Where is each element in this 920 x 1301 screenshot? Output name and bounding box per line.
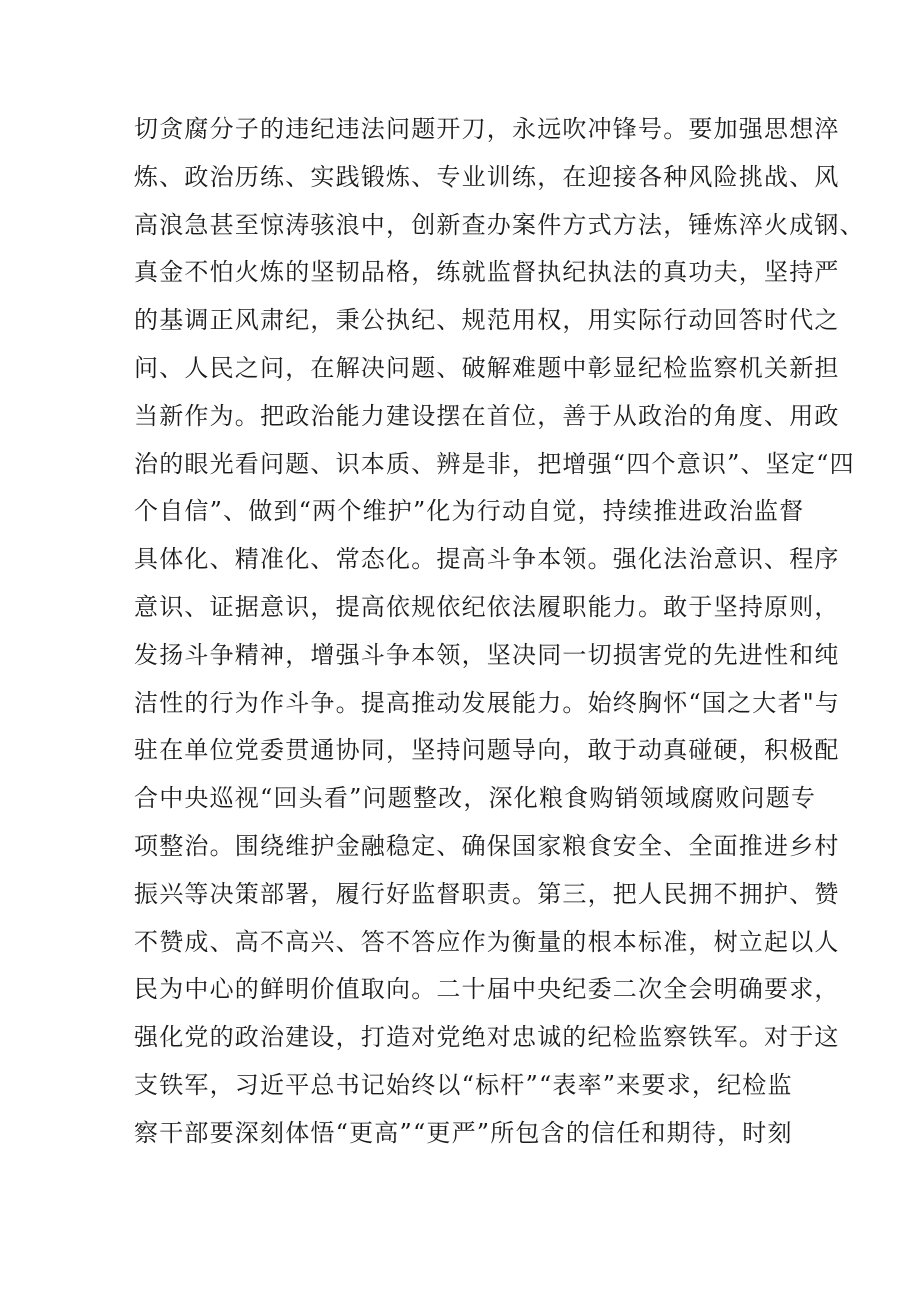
text-line: 不赞成、高不高兴、答不答应作为衡量的根本标准，树立起以人: [134, 927, 840, 956]
text-line: 治的眼光看问题、识本质、辨是非，把增强“四个意识”、坚定“四: [134, 449, 855, 478]
text-line: 意识、证据意识，提高依规依纪依法履职能力。敢于坚持原则，: [134, 592, 840, 621]
text-line: 问、人民之问，在解决问题、破解难题中彰显纪检监察机关新担: [134, 353, 840, 382]
text-line: 民为中心的鲜明价值取向。二十届中央纪委二次全会明确要求，: [134, 975, 840, 1004]
text-line: 的基调正风肃纪，秉公执纪、规范用权，用实际行动回答时代之: [134, 306, 840, 335]
text-line: 真金不怕火炼的坚韧品格，练就监督执纪执法的真功夫，坚持严: [134, 258, 840, 287]
text-line: 察干部要深刻体悟“更高”“更严”所包含的信任和期待，时刻: [134, 1118, 793, 1147]
text-line: 振兴等决策部署，履行好监督职责。第三，把人民拥不拥护、赞: [134, 879, 840, 908]
text-line: 炼、政治历练、实践锻炼、专业训练，在迎接各种风险挑战、风: [134, 162, 840, 191]
text-line: 当新作为。把政治能力建设摆在首位，善于从政治的角度、用政: [134, 401, 840, 430]
text-line: 洁性的行为作斗争。提高推动发展能力。始终胸怀“国之大者"与: [134, 688, 841, 717]
text-line: 个自信”、做到“两个维护”化为行动自觉，持续推进政治监督: [134, 497, 805, 526]
text-line: 项整治。围绕维护金融稳定、确保国家粮食安全、全面推进乡村: [134, 831, 840, 860]
text-line: 高浪急甚至惊涛骇浪中，创新查办案件方式方法，锤炼淬火成钢、: [134, 210, 865, 239]
text-line: 强化党的政治建设，打造对党绝对忠诚的纪检监察铁军。对于这: [134, 1023, 840, 1052]
body-paragraph: [134, 106, 865, 1158]
text-line: 发扬斗争精神，增强斗争本领，坚决同一切损害党的先进性和纯: [134, 640, 840, 669]
text-line: 支铁军，习近平总书记始终以“标杆”“表率”来要求，纪检监: [134, 1070, 793, 1099]
text-line: 驻在单位党委贯通协同，坚持问题导向，敢于动真碰硬，积极配: [134, 736, 840, 765]
text-line: 合中央巡视“回头看”问题整改，深化粮食购销领域腐败问题专: [134, 784, 817, 813]
text-line: 切贪腐分子的违纪违法问题开刀，永远吹冲锋号。要加强思想淬: [134, 115, 840, 143]
text-line: 具体化、精准化、常态化。提高斗争本领。强化法治意识、程序: [134, 545, 840, 574]
